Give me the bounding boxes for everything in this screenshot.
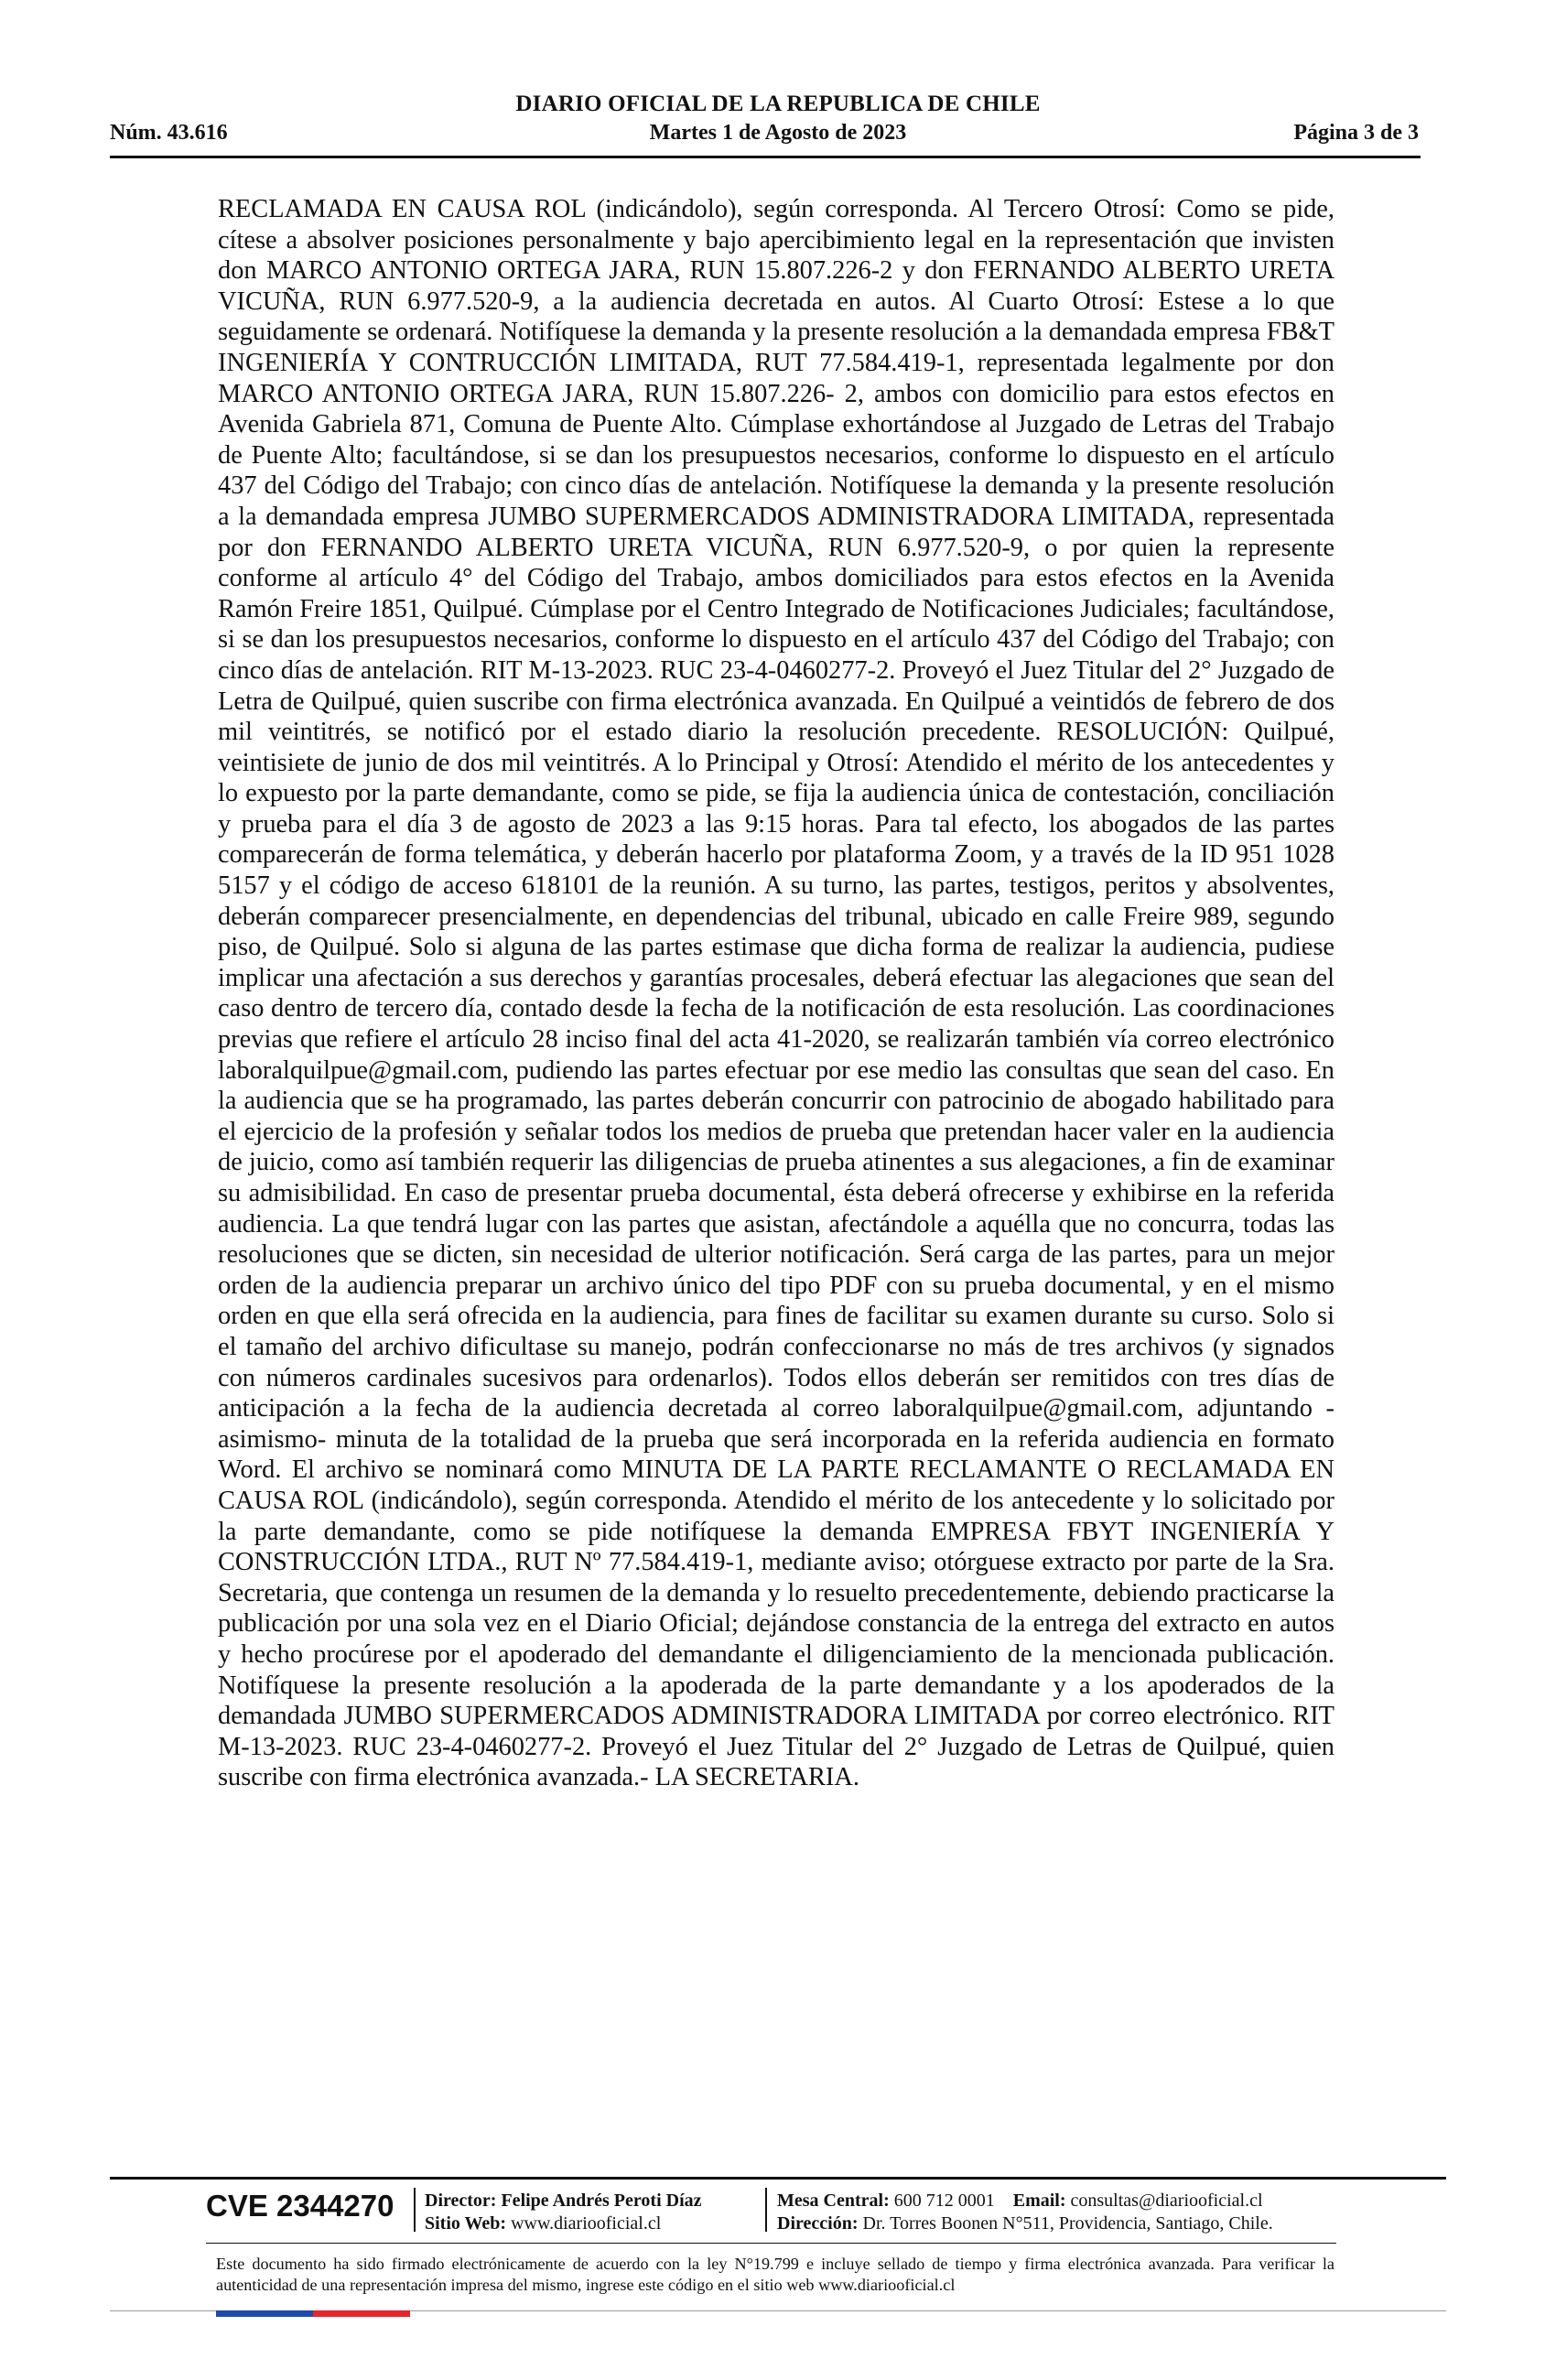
cve-code: CVE 2344270 xyxy=(206,2189,394,2223)
email-label: Email: xyxy=(1012,2191,1066,2211)
mesa-central-phone: 600 712 0001 xyxy=(893,2191,995,2211)
page-indicator: Página 3 de 3 xyxy=(1293,121,1419,145)
footer-contact-block xyxy=(777,2190,1273,2235)
issue-date: Martes 1 de Agosto de 2023 xyxy=(649,121,907,145)
signature-notice: Este documento ha sido firmado electrónicamente de acuerdo con la ley N°19.799 e incluye sellado de tiempo y firma electrónica avanzada. Para verificar la autenticidad de una representación impresa del mismo, ingrese este código en el sitio web www.diariooficial.cl xyxy=(216,2255,1334,2294)
publication-title: DIARIO OFICIAL DE LA REPUBLICA DE CHILE xyxy=(515,92,1041,116)
address-value: Dr. Torres Boonen N°511, Providencia, Santiago, Chile. xyxy=(862,2213,1273,2234)
director-name: Felipe Andrés Peroti Díaz xyxy=(501,2191,702,2211)
flag-blue-segment xyxy=(216,2310,313,2317)
chile-flag-stripe xyxy=(216,2310,410,2317)
address-label: Dirección: xyxy=(777,2213,859,2234)
body-paragraph: RECLAMADA EN CAUSA ROL (indicándolo), según corresponda. Al Tercero Otrosí: Como se pide, cítese a absolver posiciones personalmente y bajo apercibimiento legal en la representación que invisten don MARCO ANTONIO ORTEGA JARA, RUN 15.807.226-2 y don FERNANDO ALBERTO URETA VICUÑA, RUN 6.977.520-9, a la audiencia decretada en autos. Al Cuarto Otrosí: Estese a lo que seguidamente se ordenará. Notifíquese la demanda y la presente resolución a la demandada empresa FB&T INGENIERÍA Y CONTRUCCIÓN LIMITADA, RUT 77.584.419-1, representada legalmente por don MARCO ANTONIO ORTEGA JARA, RUN 15.807.226- 2, ambos con domicilio para estos efectos en Avenida Gabriela 871, Comuna de Puente Alto. Cúmplase exhortándose al Juzgado de Letras del Trabajo de Puente Alto; facultándose, si se dan los presupuestos necesarios, conforme lo dispuesto en el artículo 437 del Código del Trabajo; con cinco días de antelación. Notifíquese la demanda y la presente resolución a la demandada empresa JUMBO SUPERMERCADOS ADMINISTRADORA LIMITADA, representada por don FERNANDO ALBERTO URETA VICUÑA, RUN 6.977.520-9, o por quien la represente conforme al artículo 4° del Código del Trabajo, ambos domiciliados para estos efectos en la Avenida Ramón Freire 1851, Quilpué. Cúmplase por el Centro Integrado de Notificaciones Judiciales; facultándose, si se dan los presupuestos necesarios, conforme lo dispuesto en el artículo 437 del Código del Trabajo; con cinco días de antelación. RIT M-13-2023. RUC 23-4-0460277-2. Proveyó el Juez Titular del 2° Juzgado de Letra de Quilpué, quien suscribe con firma electrónica avanzada. En Quilpué a veintidós de febrero de dos mil veintitrés, se notificó por el estado diario la resolución precedente. RESOLUCIÓN: Quilpué, veintisiete de junio de dos mil veintitrés. A lo Principal y Otrosí: Atendido el mérito de los antecedentes y lo expuesto por la parte demandante, como se pide, se fija la audiencia única de contestación, conciliación y prueba para el día 3 de agosto de 2023 a las 9:15 horas. Para tal efecto, los abogados de las partes comparecerán de forma telemática, y deberán hacerlo por plataforma Zoom, y a través de la ID 951 1028 5157 y el código de acceso 618101 de la reunión. A su turno, las partes, testigos, peritos y absolventes, deberán comparecer presencialmente, en dependencias del tribunal, ubicado en calle Freire 989, segundo piso, de Quilpué. Solo si alguna de las partes estimase que dicha forma de realizar la audiencia, pudiese implicar una afectación a sus derechos y garantías procesales, deberá efectuar las alegaciones que sean del caso dentro de tercero día, contado desde la fecha de la notificación de esta resolución. Las coordinaciones previas que refiere el artículo 28 inciso final del acta 41-2020, se realizarán también vía correo electrónico laboralquilpue@gmail.com, pudiendo las partes efectuar por ese medio las consultas que sean del caso. En la audiencia que se ha programado, las partes deberán concurrir con patrocinio de abogado habilitado para el ejercicio de la profesión y señalar todos los medios de prueba que pretendan hacer valer en la audiencia de juicio, como así también requerir las diligencias de prueba atinentes a sus alegaciones, a fin de examinar su admisibilidad. En caso de presentar prueba documental, ésta deberá ofrecerse y exhibirse en la referida audiencia. La que tendrá lugar con las partes que asistan, afectándole a aquélla que no concurra, todas las resoluciones que se dicten, sin necesidad de ulterior notificación. Será carga de las partes, para un mejor orden de la audiencia preparar un archivo único del tipo PDF con su prueba documental, y en el mismo orden en que ella será ofrecida en la audiencia, para fines de facilitar su examen durante su curso. Solo si el tamaño del archivo dificultase su manejo, podrán confeccionarse no más de tres archivos (y signados con números cardinales sucesivos para ordenarlos). Todos ellos deberán ser remitidos con tres días de anticipación a la fecha de la audiencia decretada al correo laboralquilpue@gmail.com, adjuntando -asimismo- minuta de la totalidad de la prueba que será incorporada en la referida audiencia en formato Word. El archivo se nominará como MINUTA DE LA PARTE RECLAMANTE O RECLAMADA EN CAUSA ROL (indicándolo), según corresponda. Atendido el mérito de los antecedente y lo solicitado por la parte demandante, como se pide notifíquese la demanda EMPRESA FBYT INGENIERÍA Y CONSTRUCCIÓN LTDA., RUT Nº 77.584.419-1, mediante aviso; otórguese extracto por parte de la Sra. Secretaria, que contenga un resumen de la demanda y lo resuelto precedentemente, debiendo practicarse la publicación por una sola vez en el Diario Oficial; dejándose constancia de la entrega del extracto en autos y hecho procúrese por el apoderado del demandante el diligenciamiento de la mencionada publicación. Notifíquese la presente resolución a la apoderada de la parte demandante y a los apoderados de la demandada JUMBO SUPERMERCADOS ADMINISTRADORA LIMITADA por correo electrónico. RIT M-13-2023. RUC 23-4-0460277-2. Proveyó el Juez Titular del 2° Juzgado de Letras de Quilpué, quien suscribe con firma electrónica avanzada.- LA SECRETARIA. xyxy=(218,195,1334,1792)
website-link[interactable]: www.diariooficial.cl xyxy=(511,2213,662,2234)
issue-number: Núm. 43.616 xyxy=(110,121,228,145)
footer-separator xyxy=(765,2188,767,2232)
footer-director-block xyxy=(425,2190,702,2235)
footer-separator xyxy=(414,2188,416,2232)
footer-divider-top xyxy=(110,2177,1446,2180)
email-link[interactable]: consultas@diariooficial.cl xyxy=(1070,2191,1263,2211)
footer-divider-mid xyxy=(206,2243,1336,2244)
mesa-central-label: Mesa Central: xyxy=(777,2191,890,2211)
flag-red-segment xyxy=(313,2310,410,2317)
director-label: Director: xyxy=(425,2191,497,2211)
header-divider xyxy=(110,156,1421,158)
website-label: Sitio Web: xyxy=(425,2213,507,2234)
